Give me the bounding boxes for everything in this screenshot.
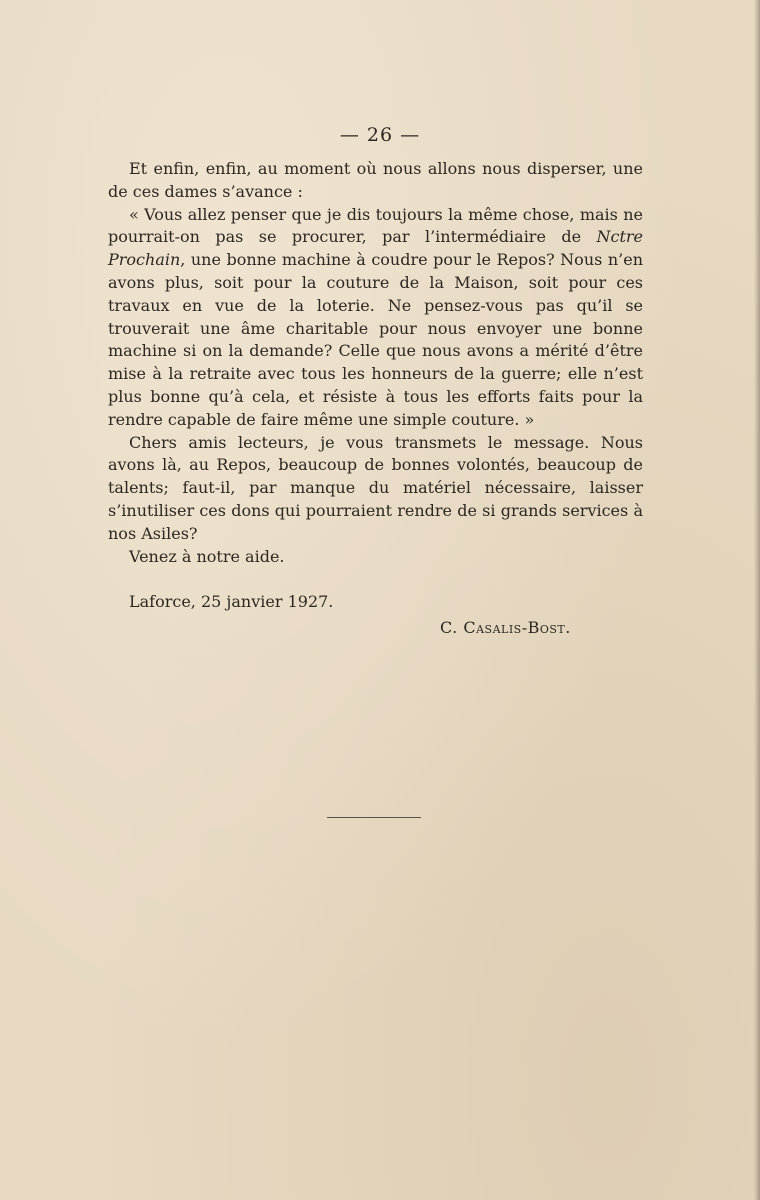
divider-rule (327, 817, 421, 818)
page-number: — 26 — (339, 124, 421, 146)
paragraph-4: Venez à notre aide. (129, 546, 285, 566)
paragraph-2-part-2: , une bonne machine à coudre pour le Repos? Nous n’en avons plus, soit pour la couture de la Maison, soit pour ces travaux en vue de la loterie. Ne pensez-vous pas qu’il se trouverait une âme charitable pour nous envoyer une bonne machine si on la demande? Celle que nous avons a mérité d’être mise à la retraite avec tous les honneurs de la guerre; elle n’est plus bonne qu’à cela, et résiste à tous les efforts faits pour la rendre capable de faire même une simple couture. » (108, 250, 643, 429)
paragraph-3: Chers amis lecteurs, je vous transmets le message. Nous avons là, au Repos, beaucoup de bonnes volontés, beaucoup de talents; faut-il, par manque du matériel nécessaire, laisser s’inutiliser ces dons qui pourraient rendre de si grands services à nos Asiles? (108, 432, 643, 543)
paragraph-1: Et enfin, enfin, au moment où nous allons nous disperser, une de ces dames s’avance : (108, 159, 643, 201)
paragraph-2-part-1: « Vous allez penser que je dis toujours la même chose, mais ne pourrait-on pas se procurer, par l’intermédiaire de (108, 204, 643, 247)
paragraph-2 (108, 204, 643, 432)
place-date: Laforce, 25 janvier 1927. (129, 592, 334, 611)
body-text (108, 158, 643, 568)
journal-title: Nctre Prochain (108, 227, 643, 270)
signature: C. Casalis-Bost. (440, 618, 571, 637)
page-edge-shadow (754, 0, 760, 1200)
